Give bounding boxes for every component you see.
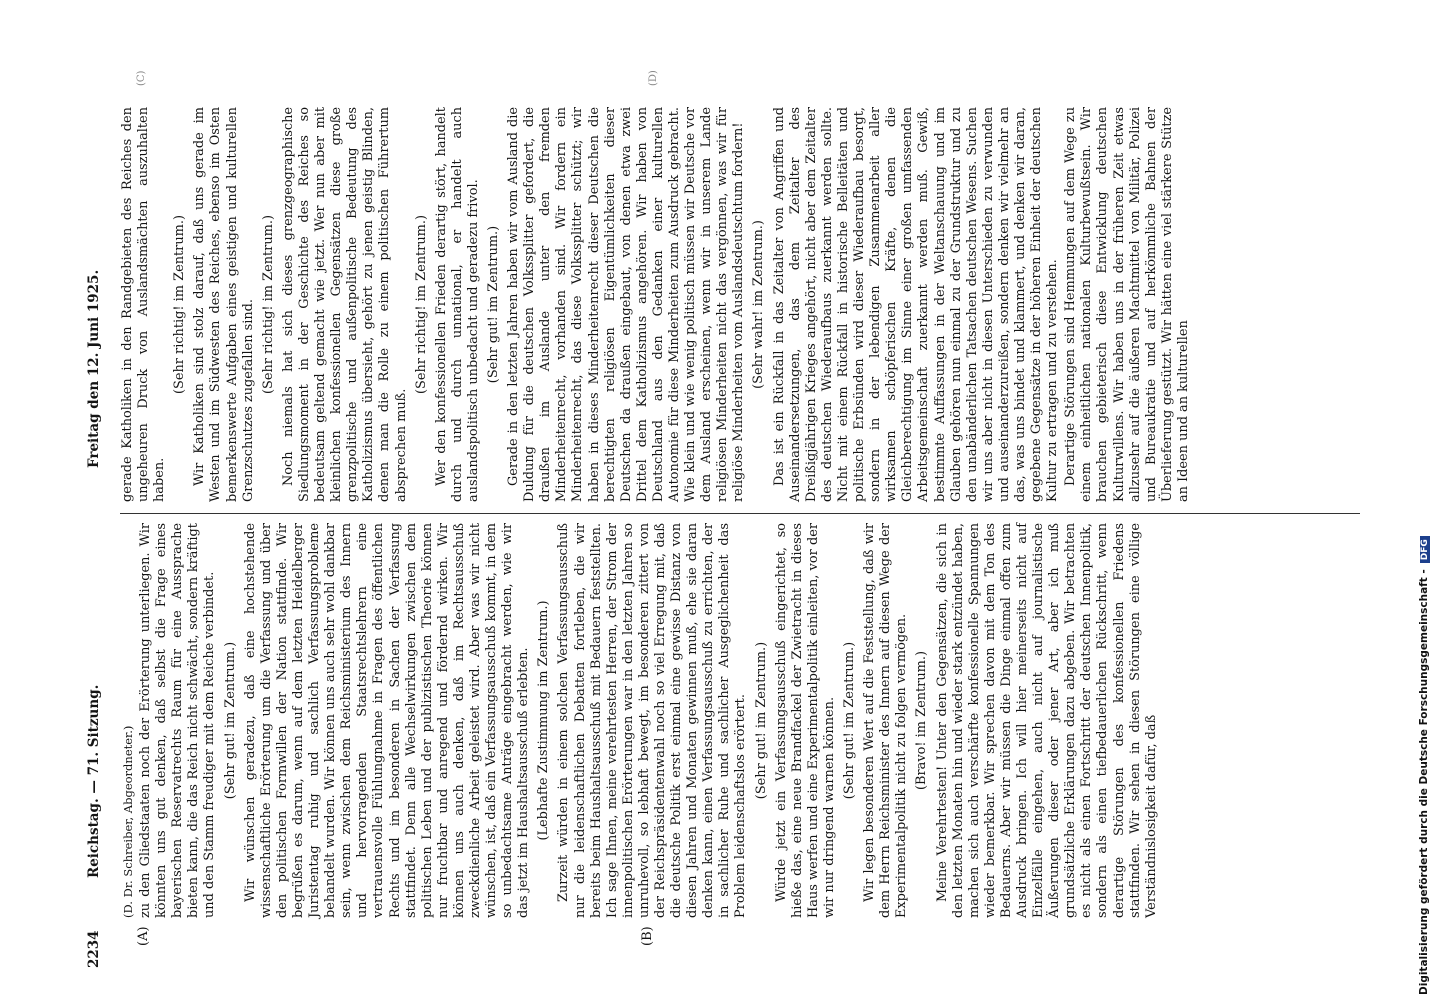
paragraph: Gerade in den letzten Jahren haben wir vom Ausland die Duldung für die deutschen Volkssplitter gefordert, die draußen im Auslande unter den fremden Minderheitenrecht, vorhanden sind. Wir fordern ein Minderheitenrecht, das diese Volkssplitter schützt; wir haben in dieses Minderheitenrecht dieser Deutschen die berechtigten religiösen Eigentümlichkeiten dieser Deutschen da draußen eingebaut, von denen etwa zwei Drittel dem Katholizismus angehören. Wir haben von Deutschland aus den Gedanken einer kulturellen Autonomie für diese Minderheiten zum Ausdruck gebracht. Wie klein und wie wenig politisch müssen wir Deutsche vor dem Ausland erscheinen, wenn wir in unserem Lande religiösen Minderheiten nicht das vergönnen, was wir für religiöse Minderheiten vom Auslandsdeutschtum fordern!: [506, 107, 747, 502]
interjection: (Sehr wahr! im Zentrum.): [751, 220, 767, 389]
margin-mark-d: (D): [648, 70, 659, 86]
right-column: [120, 107, 1194, 502]
dfg-logo: DFG: [1420, 536, 1430, 563]
column-divider: [120, 513, 1360, 514]
header-title-right: Freitag den 12. Juni 1925.: [86, 269, 102, 468]
margin-mark-b: (B): [640, 926, 655, 946]
paragraph: Wir legen besonderen Wert auf die Feststellung, daß wir dem Herrn Reichsminister des Innern auf diesen Wege der Experimentalpolitik nicht zu folgen vermögen.: [862, 523, 910, 918]
interjection: (Sehr richtig! im Zentrum.): [413, 215, 429, 395]
paragraph: Wir Katholiken sind stolz darauf, daß uns gerade im Westen und im Südwesten des Reiches, ebenso im Osten bemerkenswerte Aufgaben eines geistigen und kulturellen Grenzschutzes zugefallen sind.: [192, 107, 256, 502]
page-header-right: [80, 48, 120, 478]
speaker-line: (D. Dr. Schreiber, Abgeordneter.): [121, 725, 135, 918]
left-column: [120, 523, 1162, 918]
interjection: (Sehr richtig! im Zentrum.): [172, 215, 188, 395]
paragraph: Würde jetzt ein Verfassungsausschuß eingerichtet, so hieße das, eine neue Brandfackel der Zwietracht in dieses Haus werfen und eine Experimentalpolitik einleiten, vor der wir nur dringend warnen können.: [773, 523, 837, 918]
paragraph: Noch niemals hat sich dieses grenzgeographische Siedlungsmoment in der Geschichte des Reiches so bedeutsam geltend gemacht wie jetzt. Wer nun aber mit kleinlichen konfessionellen Gegensätzen diese große grenzpolitische und außenpolitische Bedeutung des Katholizismus übersieht, gehört zu jenen geistig Blinden, denen man die Rolle zu einem politischen Führertum absprechen muß.: [280, 107, 409, 502]
margin-mark-a: (A): [136, 926, 151, 946]
interjection: (Lebhafte Zustimmung im Zentrum.): [536, 600, 552, 841]
paragraph: Zurzeit würden in einem solchen Verfassungsausschuß nur die leidenschaftlichen Debatten fortleben, die wir bereits beim Haushaltsausschuß mit Bedauern feststellten. Ich sage Ihnen, meine verehrtesten Herren, der Strom der innenpolitischen Erörterungen war in den letzten Jahren so unruhevoll, so lebhaft bewegt, im besonderen zittert von der Reichspräsidentenwahl noch so viel Erregung mit, daß die deutsche Politik erst einmal eine gewisse Distanz von diesen Jahren und Monaten gewinnen muß, ehe sie daran denken kann, einen Verfassungsausschuß zu errichten, der in sachlicher Ruhe und sachlicher Ausgeglichenheit das Problem leidenschaftslos erörtert.: [556, 523, 749, 918]
page-header-left: [80, 548, 120, 968]
paragraph: Derartige Störungen sind Hemmungen auf dem Wege zu einem einheitlichen nationalen Kulturbewußtsein. Wir brauchen gebieterisch diese Entwicklung deutschen Kulturwillens. Wir haben uns in der früheren Zeit etwas allzusehr auf die äußeren Machtmittel von Militär, Polizei und Bureaukratie und auf herkömmliche Bahnen der Überlieferung gestützt. Wir hätten eine viel stärkere Stütze an Ideen und an kulturellen: [1063, 107, 1191, 502]
paragraph: Das ist ein Rückfall in das Zeitalter von Angriffen und Auseinandersetzungen, das dem Zeitalter des Dreißigjährigen Krieges angehört, nicht aber dem Zeitalter des deutschen Wiederaufbaus zuerkannt werden sollte. Nicht mit einem Rückfall in historische Belleitäten und politische Erbsünden wird dieser Wiederaufbau besorgt, sondern in der lebendigen Zusammenarbeit aller wirksamen schöpferischen Kräfte, denen die Gleichberechtigung im Sinne einer großen umfassenden Arbeitsgemeinschaft zuerkannt werden muß. Gewiß, bestimmte Auffassungen in der Weltanschauung und im Glauben gehören nun einmal zu der Grundstruktur und zu den unabänderlichen Tatsachen deutschen Wesens. Suchen wir uns aber nicht in diesen Unterschieden zu verwunden und auseinanderzureißen, sondern denken wir vielmehr an das, was uns bindet und klammert, und denken wir daran, gegebene Gegensätze in der höheren Einheit der deutschen Kultur zu ertragen und zu verstehen.: [771, 107, 1061, 502]
interjection: (Sehr gut! im Zentrum.): [485, 225, 501, 384]
interjection: (Sehr gut! im Zentrum.): [222, 641, 238, 800]
interjection: (Bravo! im Zentrum.): [914, 651, 930, 790]
credit-text: Digitalisierung gefördert durch die Deutsche Forschungsgemeinschaft -: [1418, 569, 1430, 995]
paragraph: Wer den konfessionellen Frieden derartig stört, handelt durch und durch unnational, er handelt auch auslandspolitisch unbedacht und geradezu frivol.: [433, 107, 481, 502]
paragraph: Meine Verehrtesten! Unter den Gegensätzen, die sich in den letzten Monaten hin und wieder stark entzündet haben, machen sich auch verschärfte konfessionelle Spannungen wieder bemerkbar. Wir sprechen davon mit dem Ton des Bedauerns. Aber wir müssen die Dinge einmal offen zum Ausdruck bringen. Ich will hier meinerseits nicht auf Einzelfälle eingehen, auch nicht auf journalistische Äußerungen dieser oder jener Art, aber ich muß grundsätzliche Erklärungen dazu abgeben. Wir betrachten es nicht als einen Fortschritt der deutschen Innenpolitik, sondern als einen tiefbedauerlichen Rückschritt, wenn derartige Störungen des konfessionellen Friedens stattfinden. Wir sehen in diesen Störungen eine völlige Verständnislosigkeit dafür, daß: [934, 523, 1159, 918]
header-title-left: Reichstag. — 71. Sitzung.: [86, 684, 102, 878]
rotated-page: [80, 38, 1380, 968]
paragraph: Wir wünschen geradezu, daß eine hochstehende wissenschaftliche Erörterung um die Verfassung und über den politischen Formwillen der Nation stattfinde. Wir begrüßen es darum, wenn auf dem letzten Heidelberger Juristentag ruhig und sachlich Verfassungsprobleme behandelt wurden. Wir können uns auch sehr wohl dankbar sein, wenn zwischen dem Reichsministerium des Innern und hervorragenden Staatsrechtslehrern eine vertrauensvolle Fühlungnahme in Fragen des öffentlichen Rechts und im besonderen in Sachen der Verfassung stattfindet. Denn alle Wechselwirkungen zwischen dem politischen Leben und der publizistischen Theorie können nur fruchtbar und anregend und fördernd wirken. Wir können uns auch denken, daß im Rechtsausschuß zweckdienliche Arbeit geleistet wird. Aber was wir nicht wünschen, ist, daß ein Verfassungsausschuß kommt, in dem so unbedachtsame Anträge eingebracht werden, wie wir das jetzt im Haushaltsausschuß erlebten.: [242, 523, 532, 918]
digitization-credit: [1418, 5, 1434, 995]
interjection: (Sehr richtig! im Zentrum.): [260, 215, 276, 395]
interjection: (Sehr gut! im Zentrum.): [753, 641, 769, 800]
paragraph: zu den Gliedstaaten noch der Erörterung unterliegen. Wir könnten uns gut denken, daß selbst die Frage eines bayerischen Reservatrechts Raum für eine Aussprache bieten kann, die das Reich nicht schwächt, sondern kräftigt und den Stamm freudiger mit dem Reiche verbindet.: [138, 523, 218, 918]
margin-mark-c: (C): [136, 70, 147, 86]
interjection: (Sehr gut! im Zentrum.): [842, 641, 858, 800]
paragraph: gerade Katholiken in den Randgebieten des Reiches den ungeheuren Druck von Auslandsmächten auszuhalten haben.: [120, 107, 168, 502]
page-number: 2234: [86, 930, 102, 968]
